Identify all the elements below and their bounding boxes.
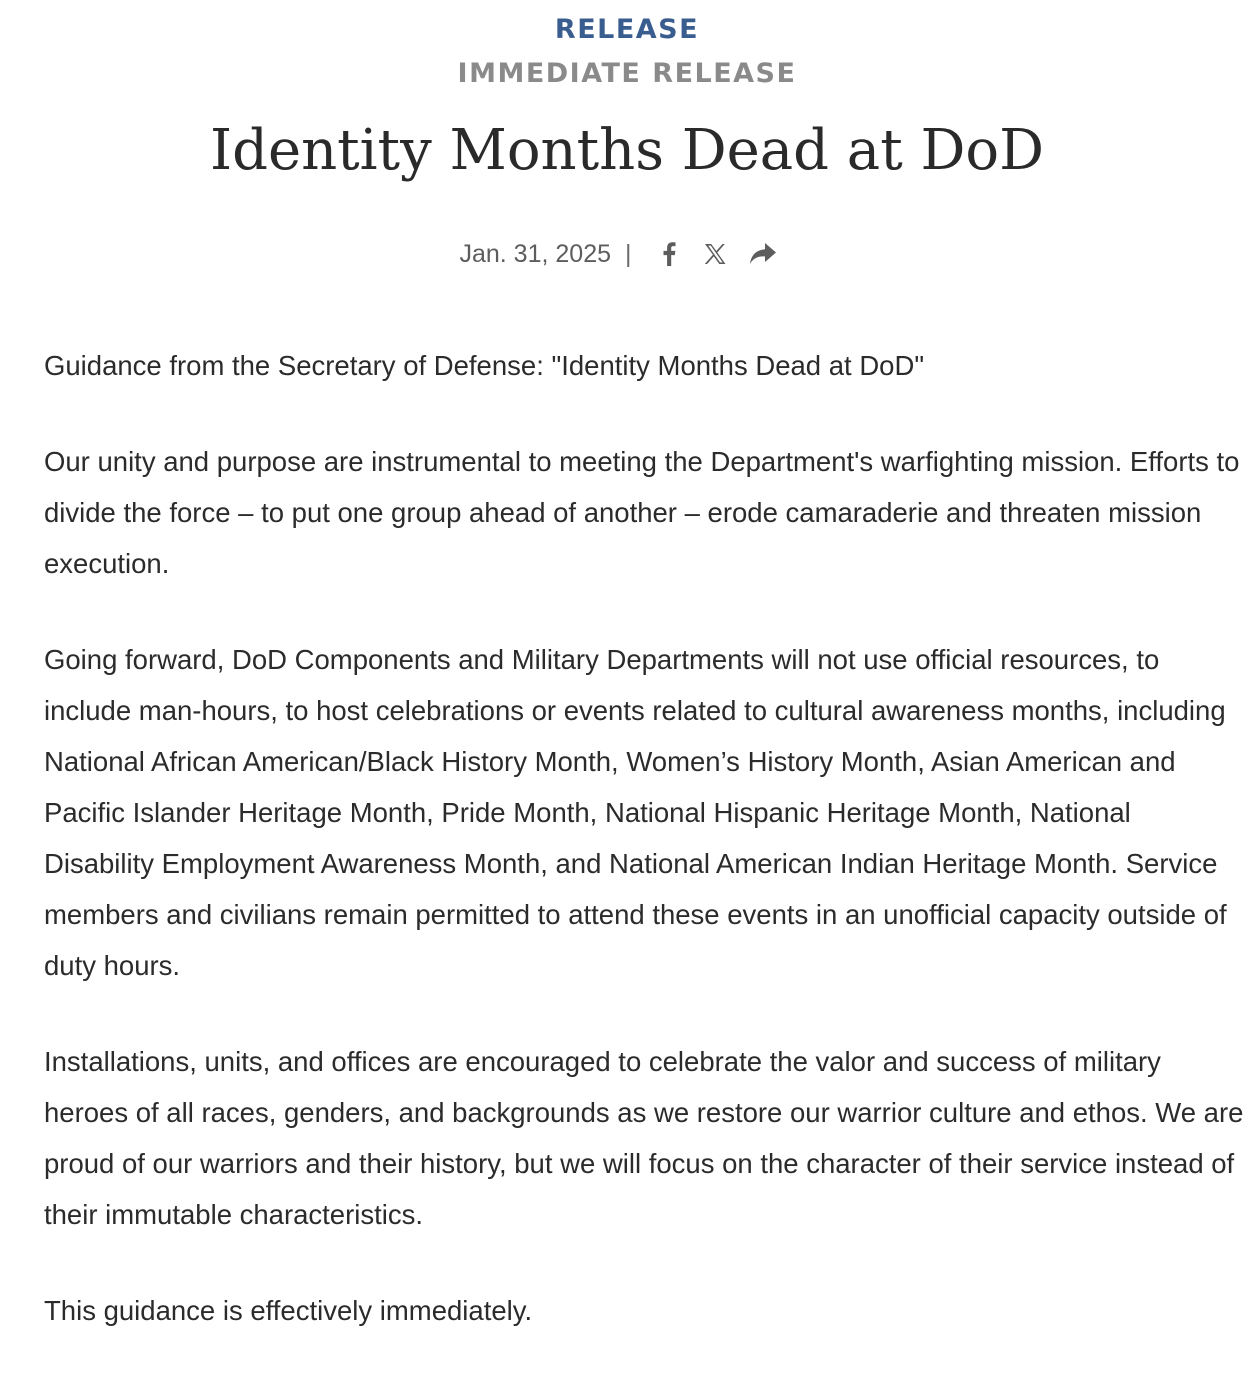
paragraph-installations: Installations, units, and offices are encouraged to celebrate the valor and success of military heroes of all races, genders, and backgrounds as we restore our warrior culture and ethos. We are proud of our warriors and their history, but we will focus on the character of their service instead of their immutable characteristics.	[44, 1046, 1244, 1230]
subcategory-label: IMMEDIATE RELEASE	[457, 58, 797, 89]
article-meta	[0, 236, 1254, 272]
paragraph-intro: Guidance from the Secretary of Defense: "Identity Months Dead at DoD"	[44, 350, 925, 381]
meta-separator: |	[625, 239, 632, 268]
paragraph-unity: Our unity and purpose are instrumental to meeting the Department's warfighting mission. Efforts to divide the force – to put one group ahead of another – erode camaraderie and threaten mission execution.	[44, 446, 1240, 579]
facebook-icon[interactable]	[654, 239, 684, 269]
article-body	[44, 340, 1244, 1381]
share-icon[interactable]	[748, 239, 778, 269]
paragraph-going-forward: Going forward, DoD Components and Military Departments will not use official resources, to include man-hours, to host celebrations or events related to cultural awareness months, including National African American/Black History Month, Women’s History Month, Asian American and Pacific Islander Heritage Month, Pride Month, National Hispanic Heritage Month, National Disability Employment Awareness Month, and National American Indian Heritage Month. Service members and civilians remain permitted to attend these events in an unofficial capacity outside of duty hours.	[44, 644, 1227, 981]
category-label: RELEASE	[554, 14, 700, 45]
page-title: Identity Months Dead at DoD	[209, 118, 1045, 183]
x-icon[interactable]	[701, 239, 731, 269]
publish-date: Jan. 31, 2025	[459, 239, 611, 268]
paragraph-effective: This guidance is effectively immediately.	[44, 1295, 533, 1326]
